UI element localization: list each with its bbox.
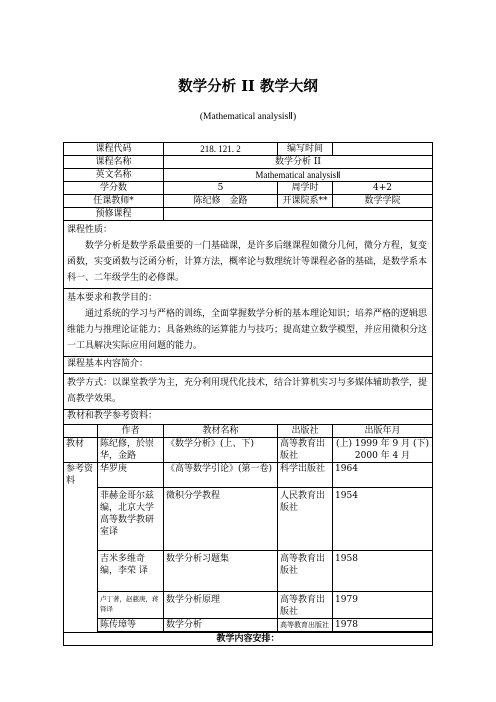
ref-name: 微积分学教程 bbox=[164, 488, 278, 551]
weekly-hours-value: 4+2 bbox=[333, 182, 433, 195]
credits-value: 5 bbox=[164, 182, 278, 195]
ref-publisher: 高等教育出版社 bbox=[278, 619, 333, 632]
ref-publisher: 科学出版社 bbox=[278, 463, 333, 488]
english-name-value: Mathematical analysisⅡ bbox=[164, 169, 433, 182]
ref-date: 1954 bbox=[333, 488, 433, 551]
teacher-label: 任课教师* bbox=[64, 195, 164, 208]
syllabus-form bbox=[63, 142, 432, 646]
ref-name: 《高等数学引论》(第一卷) bbox=[164, 463, 278, 488]
reference-label: 参考资料 bbox=[64, 463, 98, 633]
ref-date: 1964 bbox=[333, 463, 433, 488]
course-nature-text: 数学分析是数学系最重要的一门基础课，是许多后继课程如微分几何，微分方程，复变函数，实变函数与泛函分析，计算方法，概率论与数理统计等课程必备的基础，是数学系本科一、二年级学生的必修课。 bbox=[67, 241, 428, 283]
english-name-label: 英文名称 bbox=[64, 169, 164, 182]
ref-author: 陈传璋等 bbox=[98, 619, 164, 632]
course-name-label: 课程名称 bbox=[64, 156, 164, 169]
requirements-section bbox=[64, 289, 433, 357]
ref-date: 1958 bbox=[333, 551, 433, 592]
ref-name: 数学分析原理 bbox=[164, 592, 278, 619]
course-code-value: 218. 121. 2 bbox=[164, 143, 278, 156]
prerequisite-label: 预修课程 bbox=[64, 208, 164, 221]
course-code-label: 课程代码 bbox=[64, 143, 164, 156]
ref-publisher: 人民教育出版社 bbox=[278, 488, 333, 551]
written-time-label: 编写时间 bbox=[278, 143, 333, 156]
ref-date: (上) 1999 年 9 月 (下) 2000 年 4 月 bbox=[333, 438, 433, 463]
document-title: 数学分析 II 教学大纲 bbox=[178, 78, 318, 95]
ref-date: 1979 bbox=[333, 592, 433, 619]
requirements-text: 通过系统的学习与严格的训练，全面掌握数学分析的基本理论知识；培养严格的逻辑思维能力与推理论证能力；具备熟练的运算能力与技巧；提高建立数学模型，并应用微积分这一工具解决实际应用问题的能力。 bbox=[67, 309, 428, 351]
prerequisite-value bbox=[164, 208, 433, 221]
ref-date: 1978 bbox=[333, 619, 433, 632]
course-nature-section bbox=[64, 221, 433, 289]
department-label: 开课院系** bbox=[278, 195, 333, 208]
ref-name: 《数学分析》(上、下) bbox=[164, 438, 278, 463]
ref-author: 菲赫金哥尔兹编，北京大学高等数学教研室译 bbox=[98, 488, 164, 551]
teaching-method-text: 教学方式：以课堂教学为主，充分利用现代化技术，结合计算机实习与多媒体辅助教学，提高教学效果。 bbox=[64, 374, 433, 410]
ref-header-name: 教材名称 bbox=[164, 425, 278, 438]
ref-publisher: 高等教育出版社 bbox=[278, 592, 333, 619]
ref-name: 数学分析 bbox=[164, 619, 278, 632]
ref-header-author: 作者 bbox=[98, 425, 164, 438]
document-subtitle: (Mathematical analysisⅡ) bbox=[199, 112, 297, 122]
requirements-heading: 基本要求和教学目的： bbox=[67, 293, 158, 303]
content-intro-heading: 课程基本内容简介： bbox=[64, 357, 433, 374]
blank-cell bbox=[64, 425, 98, 438]
weekly-hours-label: 周学时 bbox=[278, 182, 333, 195]
ref-author: 卢丁著，赵慈庚，蒋铎译 bbox=[98, 592, 164, 619]
ref-author: 华罗庚 bbox=[98, 463, 164, 488]
teacher-value: 陈纪修 金路 bbox=[164, 195, 278, 208]
schedule-heading: 教学内容安排： bbox=[64, 633, 433, 646]
course-name-value: 数学分析 II bbox=[164, 156, 433, 169]
textbook-label: 教材 bbox=[64, 438, 98, 463]
department-value: 数学学院 bbox=[333, 195, 433, 208]
credits-label: 学分数 bbox=[64, 182, 164, 195]
syllabus-table bbox=[63, 142, 433, 646]
ref-header-publisher: 出版社 bbox=[278, 425, 333, 438]
ref-author: 陈纪修，於崇华，金路 bbox=[98, 438, 164, 463]
written-time-value bbox=[333, 143, 433, 156]
ref-name: 数学分析习题集 bbox=[164, 551, 278, 592]
ref-publisher: 高等教育出版社 bbox=[278, 438, 333, 463]
ref-publisher: 高等教育出版社 bbox=[278, 551, 333, 592]
references-heading: 教材和教学参考资料： bbox=[64, 410, 433, 425]
course-nature-heading: 课程性质： bbox=[67, 225, 113, 235]
ref-author: 吉米多维奇编，李荣 译 bbox=[98, 551, 164, 592]
ref-header-date: 出版年月 bbox=[333, 425, 433, 438]
